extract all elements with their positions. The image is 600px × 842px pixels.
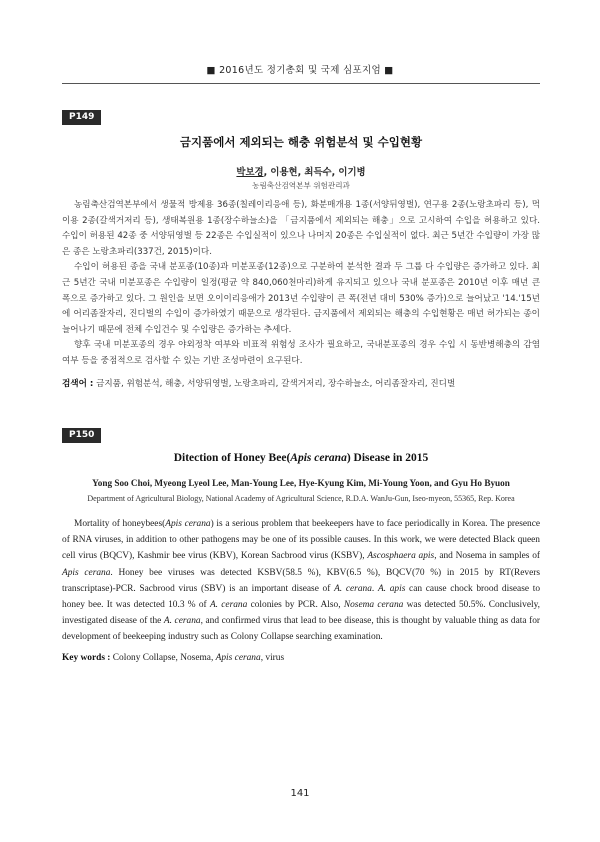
abstract-code-badge: P150: [62, 428, 101, 443]
keywords-label: Key words :: [62, 653, 111, 663]
abstract-paragraph: 향후 국내 미분포종의 경우 야외정착 여부와 비표적 위험성 조사가 필요하고, 국내분포종의 경우 수입 시 동반병해충의 감염여부 등을 중점적으로 검사할 수 있는 기반 조성마련이 요구된다.: [62, 340, 540, 366]
keywords-line: [62, 377, 540, 393]
abstract-paragraph: 농림축산검역본부에서 생물적 방제용 36종(칠레이리응애 등), 화분매개용 1종(서양뒤영벌), 연구용 2종(노랑초파리 등), 먹이용 2종(갈색거저리 등), 생태복원용 1종(장수하늘소)을 「금지품에서 제외되는 해충」으로 고시하여 수입을 허용하고 있다. 수입이 허용된 42종 중 서양뒤영벌 등 22종은 수입실적이 있으나 나머지 20종은 수입실적이 없다. 최근 5년간 수입량이 가장 많은 종은 노랑초파리(337건, 2015)이다.: [62, 200, 540, 257]
co-authors: , 이용현, 최득수, 이기병: [263, 167, 366, 178]
abstract-paragraph: Mortality of honeybees(Apis cerana) is a serious problem that beekeepers have to face periodically in Korea. The presence of RNA viruses, in addition to other pathogens may be one of its possible causes. In this work, we were detected Black queen cell virus (BQCV), Kashmir bee virus (KBV), Korean Sacbrood virus (KSBV), Ascosphaera apis, and Nosema in samples of Apis cerana. Honey bee viruses was detected KSBV(58.5 %), KBV(6.5 %), BQCV(70 %) in 2015 by RT(Revers transcriptase)-PCR. Sacbrood virus (SBV) is an important disease of A. cerana. A. apis can cause chock brood disease to honey bee. It was detected 10.3 % of A. cerana colonies by PCR. Also, Nosema cerana was detected 50.5%. Conclusively, investigated disease of the A. cerana, and confirmed virus that lead to bee disease, this is thought by valuable thing as data for development of beekeeping industry such as Colony Collapse searching examination.: [62, 519, 541, 643]
title-text: ) Disease in 2015: [346, 452, 429, 464]
keywords-label: 검색어 :: [62, 379, 94, 389]
keywords-line: [62, 650, 540, 666]
header-divider: [62, 83, 540, 84]
author-list: [62, 164, 540, 178]
keywords-list: 금지품, 위험분석, 해충, 서양뒤영벌, 노랑초파리, 갈색거저리, 장수하늘소, 어리좀잘자리, 진디벌: [93, 379, 456, 389]
author-affiliation: 농림축산검역본부 위험관리과: [252, 181, 350, 190]
title-text: Ditection of Honey Bee(: [173, 452, 291, 464]
author-affiliation: Department of Agricultural Biology, National Academy of Agricultural Science, R.D.A. WanJu-Gun, Iseo-myeon, 55365, Rep. Korea: [87, 494, 515, 503]
title-species: Apis cerana: [290, 452, 347, 464]
abstract-body: [62, 198, 540, 370]
abstract-paragraph: 수입이 허용된 종을 국내 분포종(10종)과 미분포종(12종)으로 구분하여 분석한 결과 두 그룹 다 수입량은 증가하고 있다. 최근 5년간 국내 미분포종은 수입량이 일정(평균 약 840,060천마리)하게 유지되고 있으나 국내 분포종은 2010년 이후 매년 큰 폭으로 증가하고 있다. 그 원인을 보면 오이이리응애가 2013년 수입량이 큰 폭(전년 대비 530% 증가)으로 늘어났고 '14.'15년에 어리좀잘자리, 진디벌의 수입이 증가하였기 때문으로 생각된다. 금지품에서 제외되는 해충의 수입현황은 매년 허가되는 종이 늘어나기 때문에 전체 수입건수 및 수입량은 증가하는 추세다.: [62, 262, 540, 335]
abstract-code-badge: P149: [62, 110, 101, 125]
presenting-author: 박보경: [236, 167, 264, 178]
author-list: Yong Soo Choi, Myeong Lyeol Lee, Man-Young Lee, Hye-Kyung Kim, Mi-Young Yoon, and Gyu Ho Byuon: [92, 478, 510, 488]
running-header: ■ 2016년도 정기총회 및 국제 심포지엄 ■: [206, 65, 394, 76]
abstract-body: [62, 516, 540, 646]
page-number: 141: [290, 788, 310, 799]
abstract-title: 금지품에서 제외되는 해충 위험분석 및 수입현황: [179, 135, 423, 149]
abstract-title: [62, 452, 540, 464]
keywords-list: Colony Collapse, Nosema,: [110, 653, 216, 663]
keywords-species: Apis cerana: [215, 653, 261, 663]
keywords-list: , virus: [260, 653, 285, 663]
